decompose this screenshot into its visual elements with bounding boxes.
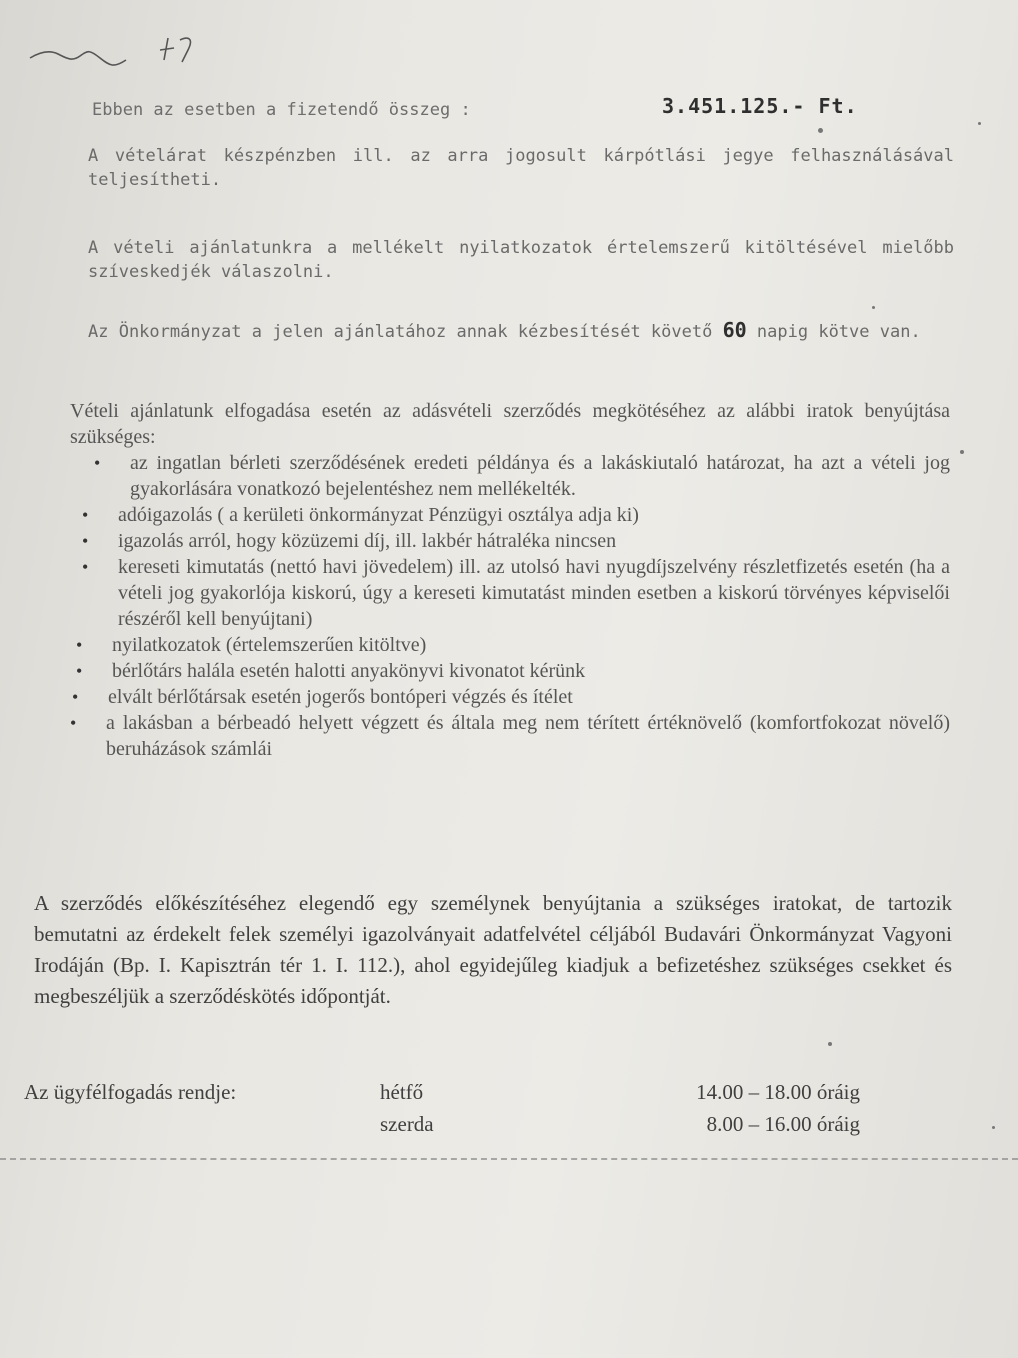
office-hours-row	[380, 1080, 860, 1108]
list-item: • bérlőtárs halála esetén halotti anyakönyvi kivonatot kérünk	[76, 660, 586, 682]
bullet: •	[82, 531, 89, 551]
reply-request-paragraph: A vételi ajánlatunkra a mellékelt nyilatkozatok értelemszerű kitöltésével mielőbb szíveskedjék válaszolni.	[88, 238, 954, 282]
requirements-intro: Vételi ajánlatunk elfogadása esetén az adásvételi szerződés megkötéséhez az alábbi iratok benyújtása szükséges:	[70, 400, 950, 448]
validity-paragraph	[88, 318, 954, 344]
validity-days: 60	[722, 318, 747, 342]
list-item: • adóigazolás ( a kerületi önkormányzat Pénzügyi osztálya adja ki)	[82, 504, 639, 526]
payment-paragraph: A vételárat készpénzben ill. az arra jogosult kárpótlási jegye felhasználásával teljesítheti.	[88, 146, 954, 190]
bullet: •	[70, 713, 77, 733]
office-hours-time: 14.00 – 18.00 óráig	[696, 1080, 860, 1104]
office-hours-day: szerda	[380, 1112, 434, 1136]
office-hours-time: 8.00 – 16.00 óráig	[706, 1112, 860, 1136]
bullet: •	[82, 557, 89, 577]
list-item: • elvált bérlőtársak esetén jogerős bontóperi végzés és ítélet	[72, 686, 573, 708]
bullet: •	[94, 453, 101, 473]
office-hours-label: Az ügyfélfogadás rendje:	[24, 1080, 237, 1104]
validity-text-before: Az Önkormányzat a jelen ajánlatához annak kézbesítését követő	[88, 322, 713, 342]
amount-row	[92, 94, 898, 120]
requirements-section	[70, 398, 950, 762]
ink-speck	[992, 1126, 995, 1129]
ink-speck	[960, 450, 964, 454]
office-hours-day: hétfő	[380, 1080, 424, 1104]
handwritten-scribble	[28, 30, 228, 80]
dashed-divider	[0, 1158, 1018, 1160]
amount-label: Ebben az esetben a fizetendő összeg :	[92, 100, 471, 120]
ink-speck	[818, 128, 823, 133]
office-hours-row	[380, 1112, 860, 1140]
bullet: •	[82, 505, 89, 525]
list-item: • kereseti kimutatás (nettó havi jövedelem) ill. az utolsó havi nyugdíjszelvény részletfizetés esetén (ha a vételi jog gyakorlója kiskorú, úgy a kereseti kimutatást minden esetben a kiskorú törvényes képviselői részéről kell benyújtani)	[82, 556, 950, 630]
validity-text-after: napig kötve van.	[756, 322, 921, 342]
list-item: • a lakásban a bérbeadó helyett végzett és általa meg nem térített értéknövelő (komfortfokozat növelő) beruházások számlái	[70, 712, 950, 760]
list-item: • az ingatlan bérleti szerződésének eredeti példánya és a lakáskiutaló határozat, ha azt a vételi jog gyakorlására vonatkozó bejelentéshez nem mellékelték.	[94, 452, 950, 500]
amount-value: 3.451.125.- Ft.	[662, 94, 858, 118]
requirements-list	[70, 450, 950, 762]
ink-speck	[978, 122, 981, 125]
closing-paragraph: A szerződés előkészítéséhez elegendő egy személynek benyújtania a szükséges iratokat, de tartozik bemutatni az érdekelt felek személyi igazolványait adatfelvétel céljából Budavári Önkormányzat Vagyoni Irodáján (Bp. I. Kapisztrán tér 1. I. 112.), ahol egyidejűleg kiadjuk a befizetéshez szükséges csekket és megbeszéljük a szerződéskötés időpontját.	[34, 891, 952, 1008]
ink-speck	[828, 1042, 832, 1046]
bullet: •	[72, 687, 79, 707]
ink-speck	[872, 306, 875, 309]
list-item: • nyilatkozatok (értelemszerűen kitöltve)	[76, 634, 427, 656]
bullet: •	[76, 661, 83, 681]
list-item: • igazolás arról, hogy közüzemi díj, ill. lakbér hátraléka nincsen	[82, 530, 617, 552]
bullet: •	[76, 635, 83, 655]
